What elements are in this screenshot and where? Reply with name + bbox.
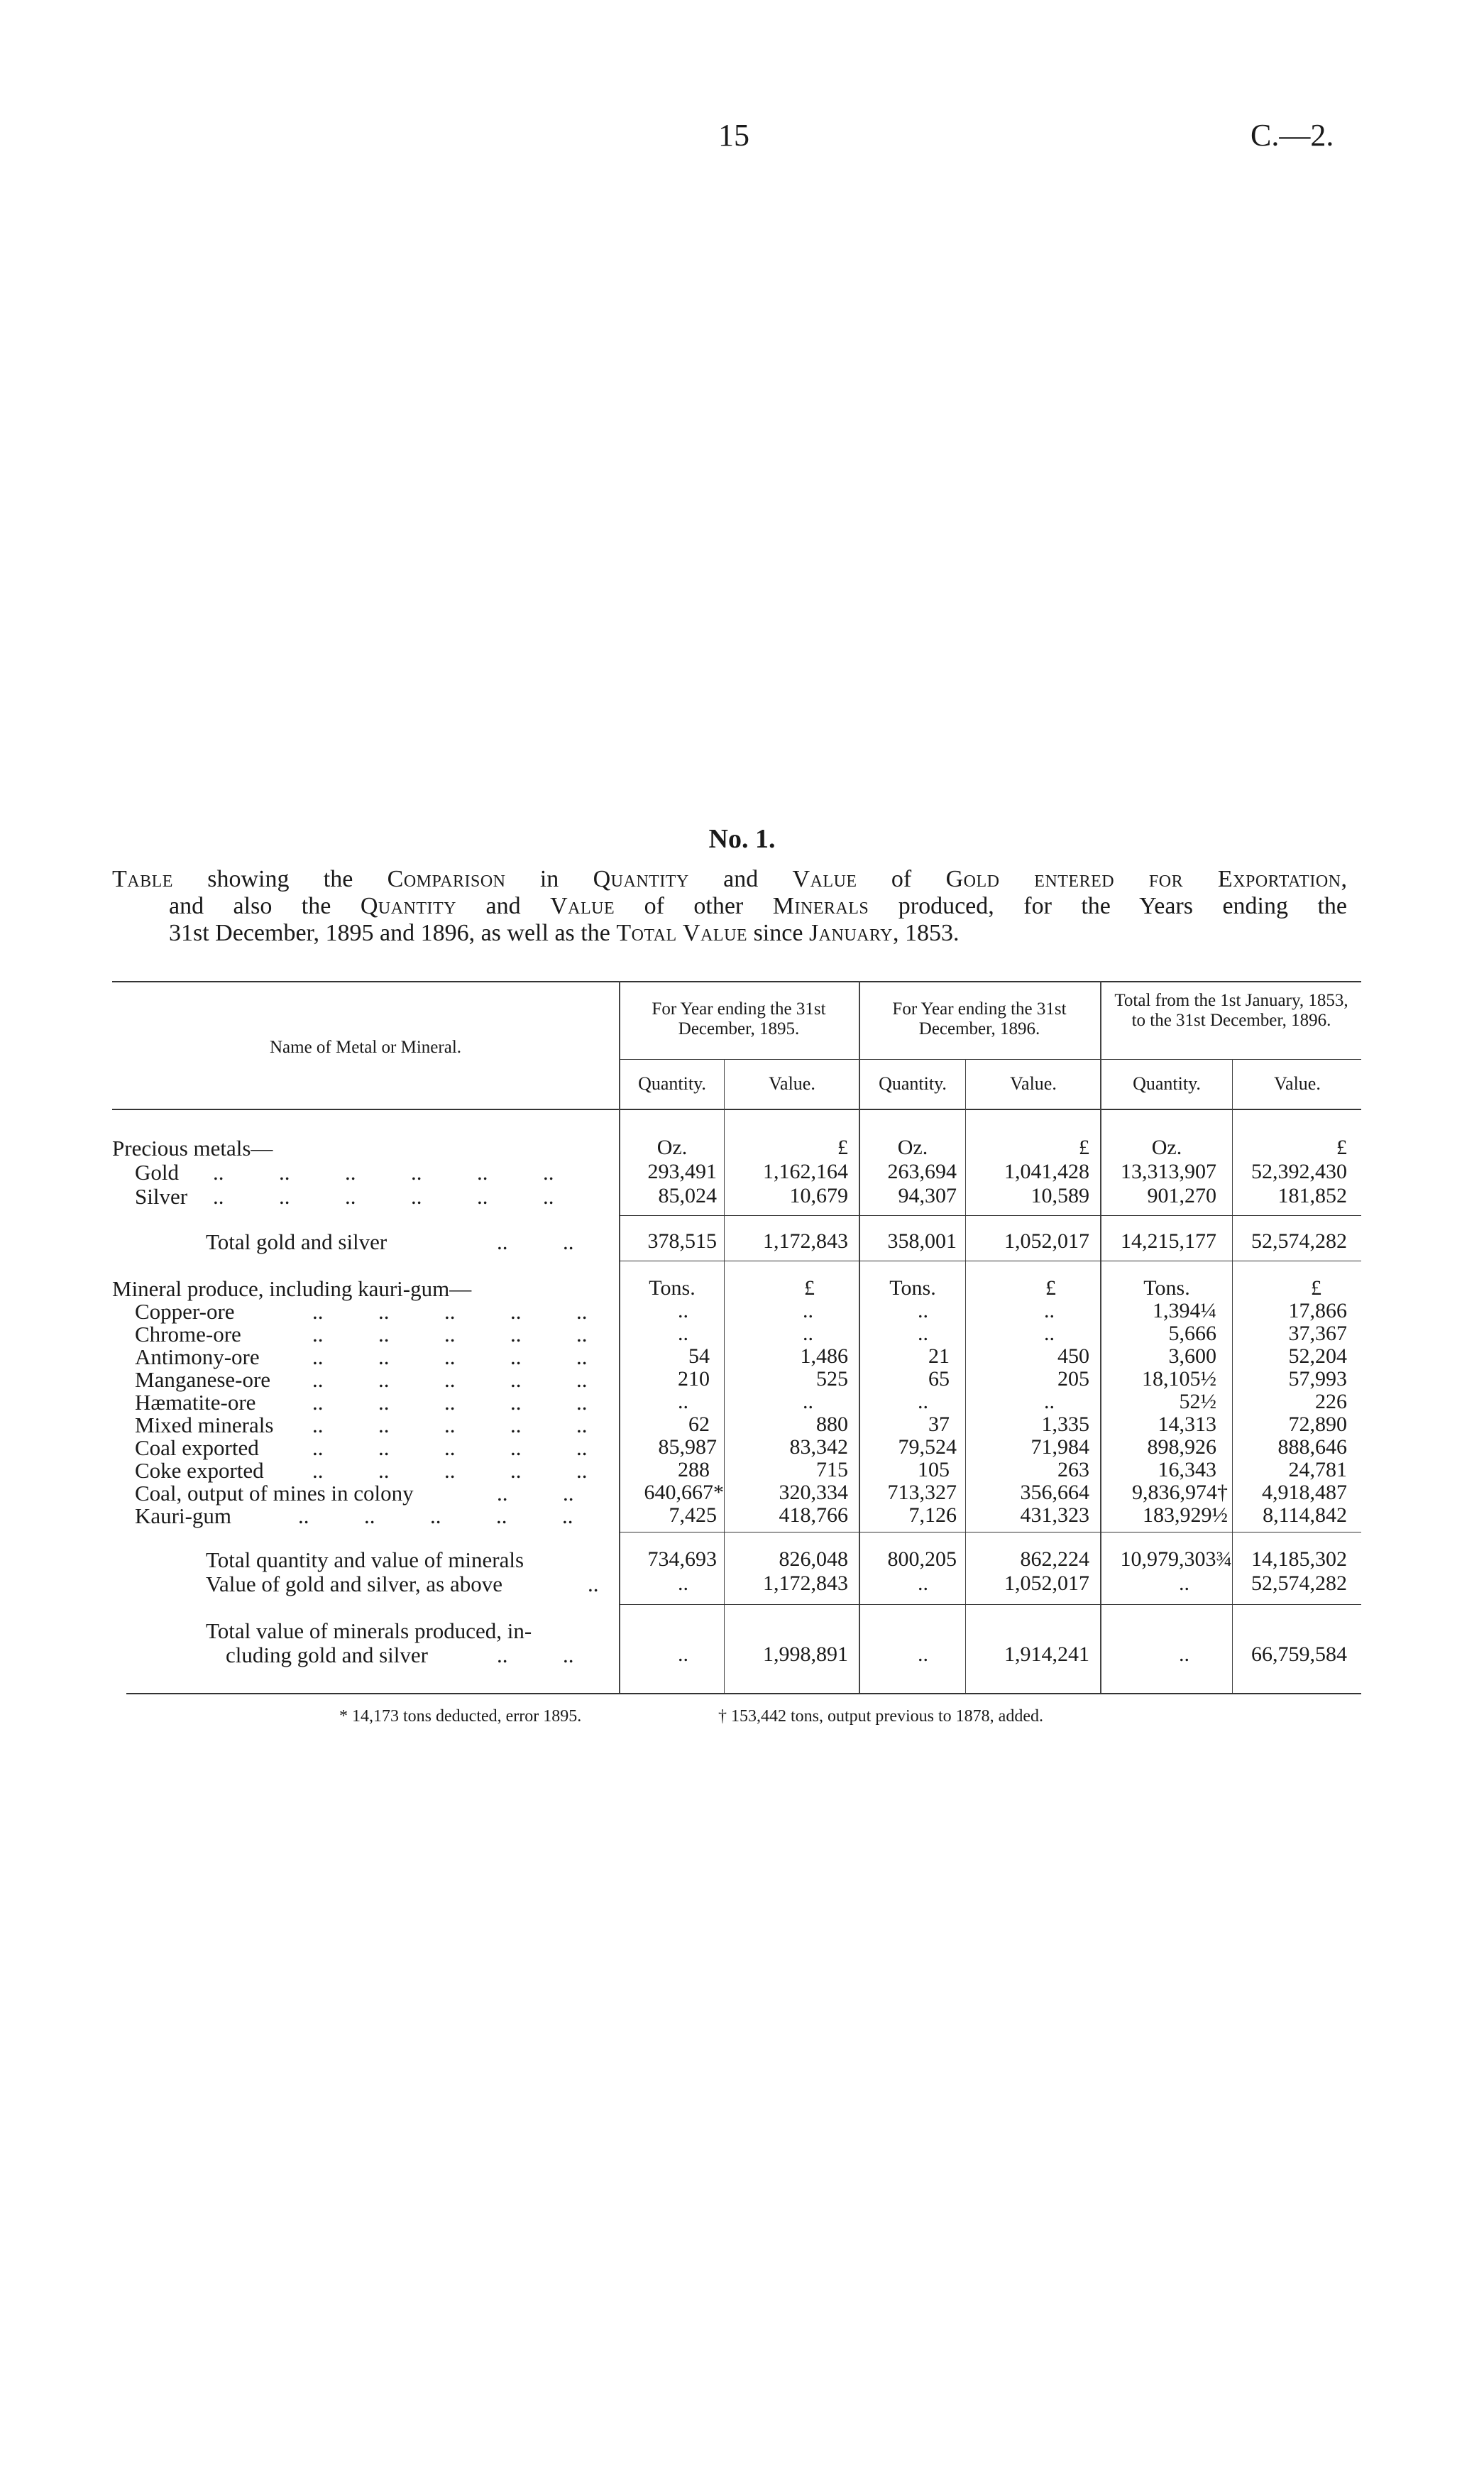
unit-label: £ xyxy=(1311,1276,1321,1300)
table-cell: 52½ xyxy=(1179,1390,1216,1413)
table-cell: 7,126 xyxy=(908,1503,957,1527)
table-cell: 181,852 xyxy=(1277,1184,1347,1207)
table-cell: 54 xyxy=(688,1344,710,1368)
row-label: Mixed minerals xyxy=(135,1413,274,1437)
table-cell: .. xyxy=(678,1572,688,1595)
table-cell: 14,215,177 xyxy=(1121,1229,1216,1253)
table-cell: 263,694 xyxy=(887,1160,957,1183)
table-cell: 210 xyxy=(678,1367,710,1391)
table-cell: 183,929½ xyxy=(1143,1503,1228,1527)
table-cell: 880 xyxy=(816,1413,848,1436)
table-cell: 5,666 xyxy=(1168,1322,1216,1345)
leader-dots: .. .. .. .. .. xyxy=(312,1344,588,1369)
table-cell: 734,693 xyxy=(647,1547,717,1571)
table-cell: 418,766 xyxy=(779,1503,848,1527)
row-label: Total quantity and value of minerals xyxy=(206,1547,524,1572)
unit-label: £ xyxy=(1336,1136,1347,1159)
table-cell: 356,664 xyxy=(1020,1481,1089,1504)
table-cell: 10,979,303¾ xyxy=(1120,1547,1232,1571)
table-cell: 4,918,487 xyxy=(1262,1481,1347,1504)
table-cell: 358,001 xyxy=(887,1229,957,1253)
table-cell: 1,335 xyxy=(1041,1413,1089,1436)
leader-dots: .. xyxy=(588,1572,599,1596)
table-cell: 1,052,017 xyxy=(1004,1572,1089,1595)
table-cell: .. xyxy=(678,1643,688,1666)
header-bottom-rule xyxy=(112,1109,1361,1110)
column-rule xyxy=(1232,1059,1233,1693)
row-label: Silver xyxy=(135,1184,188,1209)
table-cell: 898,926 xyxy=(1147,1435,1216,1459)
row-label: Antimony-ore xyxy=(135,1344,260,1369)
unit-label: £ xyxy=(837,1136,848,1159)
table-cell: 226 xyxy=(1315,1390,1347,1413)
page-number: 15 xyxy=(718,118,749,153)
caption-line-1: Table showing the Comparison in Quantity and Value of Gold entered for Exportation, xyxy=(112,866,1347,892)
row-label: Coke exported xyxy=(135,1458,264,1483)
table-cell: 10,679 xyxy=(789,1184,848,1207)
column-rule xyxy=(724,1059,725,1693)
table-cell: .. xyxy=(918,1322,928,1345)
table-cell: 713,327 xyxy=(887,1481,957,1504)
footnote-star: * 14,173 tons deducted, error 1895. xyxy=(339,1707,582,1726)
leader-dots: .. .. xyxy=(497,1643,574,1667)
leader-dots: .. .. .. .. .. xyxy=(312,1435,588,1460)
leader-dots: .. .. .. .. .. xyxy=(298,1503,573,1528)
table-cell: 66,759,584 xyxy=(1251,1643,1347,1666)
table-cell: 378,515 xyxy=(647,1229,717,1253)
table-cell: 1,486 xyxy=(800,1344,848,1368)
table-cell: .. xyxy=(803,1299,813,1322)
table-cell: 57,993 xyxy=(1288,1367,1347,1391)
unit-label: Tons. xyxy=(889,1276,936,1300)
column-header-1895: For Year ending the 31st December, 1895. xyxy=(652,999,826,1038)
table-cell: 1,172,843 xyxy=(763,1229,848,1253)
leader-dots: .. .. .. .. .. xyxy=(312,1390,588,1415)
table-cell: .. xyxy=(678,1390,688,1413)
table-cell: .. xyxy=(678,1322,688,1345)
table-cell: 105 xyxy=(918,1458,950,1481)
table-cell: 65 xyxy=(928,1367,950,1391)
table-cell: 21 xyxy=(928,1344,950,1368)
table-cell: 14,313 xyxy=(1158,1413,1216,1436)
leader-dots: .. .. .. .. .. xyxy=(312,1322,588,1347)
table-cell: 1,162,164 xyxy=(763,1160,848,1183)
row-label: Mineral produce, including kauri-gum— xyxy=(112,1276,472,1301)
unit-label: £ xyxy=(1045,1276,1056,1300)
table-cell: 14,185,302 xyxy=(1251,1547,1347,1571)
table-cell: 10,589 xyxy=(1030,1184,1089,1207)
row-label: Value of gold and silver, as above xyxy=(206,1572,503,1596)
table-cell: 79,524 xyxy=(898,1435,957,1459)
table-cell: 62 xyxy=(688,1413,710,1436)
group-header-rule xyxy=(619,1059,1361,1060)
row-label: Copper-ore xyxy=(135,1299,235,1324)
unit-label: Oz. xyxy=(656,1136,688,1159)
table-cell: 8,114,842 xyxy=(1263,1503,1347,1527)
table-cell: 450 xyxy=(1057,1344,1089,1368)
column-rule xyxy=(965,1059,966,1693)
table-cell: 71,984 xyxy=(1030,1435,1089,1459)
column-header-quantity: Quantity. xyxy=(879,1073,947,1094)
table-cell: 13,313,907 xyxy=(1121,1160,1216,1183)
column-header-1896: For Year ending the 31st December, 1896. xyxy=(892,999,1067,1038)
caption-line-3: 31st December, 1895 and 1896, as well as the Total Value since January, 1853. xyxy=(169,920,960,946)
leader-dots: .. .. .. .. .. xyxy=(312,1367,588,1392)
unit-label: Tons. xyxy=(1143,1276,1190,1300)
column-header-quantity: Quantity. xyxy=(638,1073,706,1094)
unit-label: Tons. xyxy=(649,1276,696,1300)
row-label: Gold xyxy=(135,1160,179,1185)
table-cell: 85,987 xyxy=(658,1435,717,1459)
table-cell: 17,866 xyxy=(1288,1299,1347,1322)
table-cell: .. xyxy=(1044,1299,1055,1322)
table-cell: 862,224 xyxy=(1020,1547,1089,1571)
table-cell: 72,890 xyxy=(1288,1413,1347,1436)
table-cell: 85,024 xyxy=(658,1184,717,1207)
column-header-value: Value. xyxy=(769,1073,815,1094)
table-top-rule xyxy=(112,981,1361,982)
column-header-total: Total from the 1st January, 1853, to the 31st December, 1896. xyxy=(1114,991,1348,1030)
leader-dots: .. .. .. .. .. .. xyxy=(213,1160,554,1185)
table-title: No. 1. xyxy=(708,824,776,854)
row-label: Kauri-gum xyxy=(135,1503,232,1528)
table-cell: 826,048 xyxy=(779,1547,848,1571)
row-label: Coal exported xyxy=(135,1435,259,1460)
column-header-quantity: Quantity. xyxy=(1133,1073,1201,1094)
leader-dots: .. .. xyxy=(497,1229,574,1254)
subtotal-rule xyxy=(619,1215,1361,1216)
table-cell: 52,574,282 xyxy=(1251,1229,1347,1253)
table-cell: 37 xyxy=(928,1413,950,1436)
column-header-name: Name of Metal or Mineral. xyxy=(269,1038,462,1057)
row-label: Total value of minerals produced, in- xyxy=(206,1618,532,1643)
unit-label: Oz. xyxy=(897,1136,928,1159)
table-cell: 3,600 xyxy=(1168,1344,1216,1368)
table-cell: 52,204 xyxy=(1288,1344,1347,1368)
table-cell: 320,334 xyxy=(779,1481,848,1504)
table-cell: 52,574,282 xyxy=(1251,1572,1347,1595)
leader-dots: .. .. .. .. .. xyxy=(312,1458,588,1483)
column-header-value: Value. xyxy=(1010,1073,1057,1094)
table-cell: 1,394¼ xyxy=(1153,1299,1216,1322)
document-code: C.—2. xyxy=(1251,118,1334,153)
table-cell: .. xyxy=(1044,1322,1055,1345)
table-cell: 37,367 xyxy=(1288,1322,1347,1345)
row-label: Manganese-ore xyxy=(135,1367,271,1392)
row-label: Chrome-ore xyxy=(135,1322,241,1347)
table-cell: .. xyxy=(678,1299,688,1322)
table-cell: 205 xyxy=(1057,1367,1089,1391)
unit-label: £ xyxy=(804,1276,815,1300)
table-cell: 52,392,430 xyxy=(1251,1160,1347,1183)
table-cell: 263 xyxy=(1057,1458,1089,1481)
table-cell: 94,307 xyxy=(898,1184,957,1207)
table-cell: 1,052,017 xyxy=(1004,1229,1089,1253)
table-cell: 888,646 xyxy=(1277,1435,1347,1459)
table-cell: .. xyxy=(803,1390,813,1413)
table-cell: .. xyxy=(1179,1643,1189,1666)
table-bottom-rule xyxy=(126,1693,1361,1694)
table-cell: 7,425 xyxy=(669,1503,717,1527)
footnote-dagger: † 153,442 tons, output previous to 1878, added. xyxy=(718,1707,1043,1726)
table-cell: .. xyxy=(1044,1390,1055,1413)
table-cell: 24,781 xyxy=(1288,1458,1347,1481)
table-cell: 715 xyxy=(816,1458,848,1481)
table-cell: 525 xyxy=(816,1367,848,1391)
table-cell: 293,491 xyxy=(647,1160,717,1183)
table-cell: .. xyxy=(803,1322,813,1345)
table-cell: .. xyxy=(918,1299,928,1322)
table-cell: 18,105½ xyxy=(1142,1367,1216,1391)
column-header-value: Value. xyxy=(1274,1073,1321,1094)
table-cell: 83,342 xyxy=(789,1435,848,1459)
subtotal-rule xyxy=(619,1604,1361,1605)
leader-dots: .. .. .. .. .. xyxy=(312,1299,588,1324)
table-cell: 1,998,891 xyxy=(763,1643,848,1666)
unit-label: Oz. xyxy=(1151,1136,1182,1159)
table-cell: 1,914,241 xyxy=(1004,1643,1089,1666)
table-cell: 640,667* xyxy=(644,1481,724,1504)
row-label: cluding gold and silver xyxy=(226,1643,428,1667)
caption-line-2: and also the Quantity and Value of other Minerals produced, for the Years ending the xyxy=(169,893,1348,919)
table-cell: .. xyxy=(918,1572,928,1595)
row-label: Total gold and silver xyxy=(206,1229,388,1254)
unit-label: £ xyxy=(1079,1136,1089,1159)
table-cell: 431,323 xyxy=(1020,1503,1089,1527)
table-cell: .. xyxy=(918,1390,928,1413)
row-label: Coal, output of mines in colony xyxy=(135,1481,414,1506)
table-cell: 800,205 xyxy=(887,1547,957,1571)
table-cell: 16,343 xyxy=(1158,1458,1216,1481)
table-cell: 288 xyxy=(678,1458,710,1481)
row-label: Hæmatite-ore xyxy=(135,1390,256,1415)
row-label: Precious metals— xyxy=(112,1136,273,1161)
table-cell: 1,172,843 xyxy=(763,1572,848,1595)
table-cell: .. xyxy=(918,1643,928,1666)
leader-dots: .. .. .. .. .. xyxy=(312,1413,588,1437)
leader-dots: .. .. .. .. .. .. xyxy=(213,1184,554,1209)
table-cell: .. xyxy=(1179,1572,1189,1595)
table-cell: 901,270 xyxy=(1147,1184,1216,1207)
table-cell: 9,836,974† xyxy=(1132,1481,1228,1504)
table-caption xyxy=(112,866,1347,947)
table-cell: 1,041,428 xyxy=(1004,1160,1089,1183)
leader-dots: .. .. xyxy=(497,1481,574,1506)
